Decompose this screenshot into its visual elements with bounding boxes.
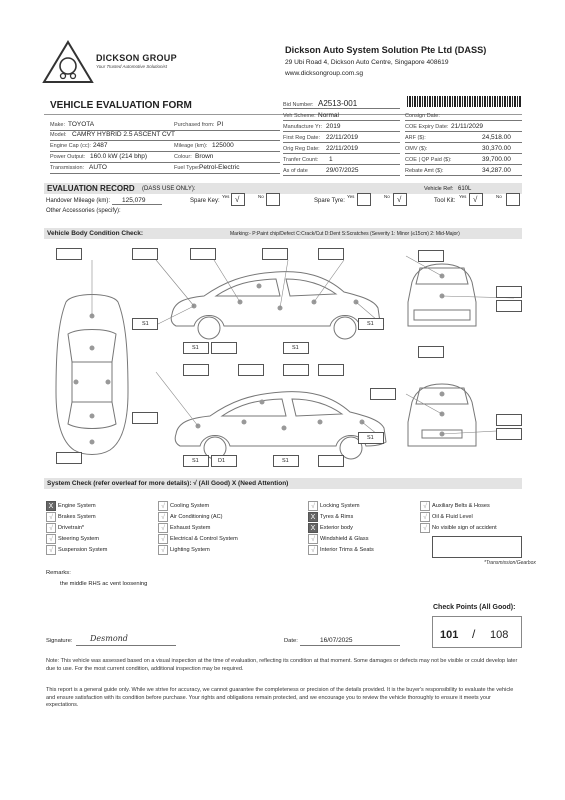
rebate-value: 34,287.00: [482, 167, 511, 174]
first-reg-date-label: First Reg Date:: [283, 135, 320, 141]
transfer-count-label: Tranfer Count:: [283, 157, 319, 163]
system-check-status[interactable]: √: [420, 512, 430, 522]
check-points-label: Check Points (All Good):: [433, 604, 516, 611]
colour-label: Colour:: [174, 154, 192, 160]
damage-mark: S1: [367, 435, 374, 441]
system-check-status[interactable]: X: [46, 501, 56, 511]
damage-box[interactable]: [496, 428, 522, 440]
damage-box[interactable]: [318, 364, 344, 376]
damage-box[interactable]: [211, 342, 237, 354]
system-check-status[interactable]: X: [308, 512, 318, 522]
tool-kit-yes-label: Yes: [459, 194, 467, 199]
system-check-status[interactable]: √: [46, 523, 56, 533]
spare-tyre-label: Spare Tyre:: [314, 198, 345, 204]
system-check-status[interactable]: √: [46, 545, 56, 555]
spare-tyre-no-tick: √: [397, 195, 402, 204]
brand-name: DICKSON GROUP: [96, 53, 177, 63]
purchased-from-value: PI: [217, 121, 224, 128]
mileage-value: 125000: [212, 142, 234, 149]
transmission-label: Transmission:: [50, 165, 85, 171]
veh-scheme-label: Veh Scheme:: [283, 113, 316, 119]
damage-box[interactable]: [56, 248, 82, 260]
damage-mark: S1: [292, 345, 299, 351]
model-label: Model:: [50, 132, 67, 138]
tool-kit-label: Tool Kit:: [434, 198, 456, 204]
bid-number: A2513-001: [318, 99, 358, 108]
company-name: Dickson Auto System Solution Pte Ltd (DASS): [285, 45, 487, 55]
manufacture-yr-label: Manufacture Yr:: [283, 124, 323, 130]
mileage-label: Mileage (km):: [174, 143, 208, 149]
accident-field-box: [432, 536, 522, 558]
vehicle-diagram: [44, 242, 522, 470]
damage-mark: S1: [367, 321, 374, 327]
damage-box[interactable]: [183, 364, 209, 376]
system-check-status[interactable]: √: [158, 501, 168, 511]
coe-qp-label: COE | QP Paid ($):: [405, 157, 452, 163]
as-of-date-value: 29/07/2025: [326, 167, 359, 174]
spare-key-no-label: No: [258, 194, 264, 199]
system-check-label: Lighting System: [170, 547, 210, 553]
damage-box[interactable]: [238, 364, 264, 376]
system-check-label: Drivetrain*: [58, 525, 85, 531]
veh-scheme-value: Normal: [318, 112, 339, 119]
engine-cap-value: 2487: [93, 142, 108, 149]
arf-value: 24,518.00: [482, 134, 511, 141]
check-points-good: 101: [440, 629, 459, 641]
system-check-status[interactable]: √: [308, 534, 318, 544]
note-1: Note: This vehicle was assessed based on a visual inspection at the time of evaluation, reflecting its condition at that moment. Some damages or defects may not be visible or could develop later due to use. For the most current condition, additional inspection may be required.: [46, 658, 518, 672]
evaluation-record-bar: [44, 183, 522, 194]
spare-key-no-box[interactable]: [266, 193, 280, 206]
spare-key-yes-label: Yes: [222, 194, 230, 199]
handover-mileage-label: Handover Mileage (km):: [46, 198, 111, 204]
signature-value: Desmond: [90, 634, 128, 643]
body-check-marking: Marking:- P:Paint chip/Defect C:Crack/Cut D:Dent S:Scratches (Severity 1: Minor (≤15cm) 2: Mid-Major): [230, 231, 460, 237]
brand-tagline: Your Trusted Automotive Solutionist: [96, 64, 168, 69]
power-output-value: 160.0 kW (214 bhp): [90, 153, 148, 160]
system-check-title: System Check (refer overleaf for more details): √ (All Good) X (Need Attention): [47, 480, 289, 487]
company-website: www.dicksongroup.com.sg: [285, 70, 364, 77]
body-check-bar: [44, 228, 522, 239]
system-check-label: Engine System: [58, 503, 96, 509]
damage-mark: D1: [218, 458, 226, 464]
model-value: CAMRY HYBRID 2.5 ASCENT CVT: [72, 131, 175, 138]
system-check-status[interactable]: √: [420, 501, 430, 511]
spare-tyre-yes-box[interactable]: [357, 193, 371, 206]
form-title: VEHICLE EVALUATION FORM: [50, 100, 192, 111]
system-check-status[interactable]: √: [158, 523, 168, 533]
tool-kit-no-box[interactable]: [506, 193, 520, 206]
signature-label: Signature:: [46, 638, 73, 644]
vehicle-ref-label: Vehicle Ref:: [424, 186, 454, 192]
system-check-label: Cooling System: [170, 503, 210, 509]
damage-box[interactable]: [190, 248, 216, 260]
system-check-status[interactable]: √: [308, 501, 318, 511]
system-check-label: Brakes System: [58, 514, 96, 520]
damage-box[interactable]: [318, 455, 344, 467]
damage-box[interactable]: [318, 248, 344, 260]
bid-number-label: Bid Number:: [283, 102, 314, 108]
other-accessories-label: Other Accessories (specify):: [46, 208, 121, 214]
damage-mark: S1: [192, 458, 199, 464]
tool-kit-no-label: No: [496, 194, 502, 199]
system-check-status[interactable]: √: [420, 523, 430, 533]
fuel-type-label: Fuel Type:: [174, 165, 200, 171]
damage-box[interactable]: [56, 452, 82, 464]
system-check-label: Tyres & Rims: [320, 514, 354, 520]
first-reg-date-value: 22/11/2019: [326, 134, 359, 141]
arf-label: ARF ($):: [405, 135, 426, 141]
system-check-label: No visible sign of accident: [432, 525, 497, 531]
system-check-label: Steering System: [58, 536, 100, 542]
make-value: TOYOTA: [68, 121, 95, 128]
check-points-total: 108: [490, 629, 509, 641]
damage-box[interactable]: [496, 300, 522, 312]
omv-label: OMV ($):: [405, 146, 428, 152]
damage-mark: S1: [192, 345, 199, 351]
rebate-label: Rebate Amt ($):: [405, 168, 444, 174]
vehicle-ref-value: 610L: [458, 185, 472, 192]
make-label: Make:: [50, 122, 65, 128]
manufacture-yr-value: 2019: [326, 123, 341, 130]
system-check-status[interactable]: √: [308, 545, 318, 555]
consign-date-label: Consign Date:: [405, 113, 440, 119]
system-check-bar: [44, 478, 522, 489]
remarks-text: the middle RHS ac vent loosening: [60, 581, 148, 587]
note-2: This report is a general guide only. While we strive for accuracy, we cannot guarantee the completeness or precision of the details provided. It is the buyer's responsibility to evaluate the vehicle and ensure satisfaction with its condition before purchase. Your rights and obligations remain protected, and we encourage you to review the vehicle thoroughly to ensure it meets your expectations.: [46, 687, 514, 708]
engine-cap-label: Engine Cap (cc):: [50, 143, 91, 149]
system-check-label: Windshield & Glass: [320, 536, 369, 542]
system-check-label: Air Conditioning (AC): [170, 514, 223, 520]
company-logo: [42, 40, 94, 84]
barcode: [407, 96, 522, 107]
evaluation-record-title: EVALUATION RECORD: [47, 184, 135, 193]
system-check-status[interactable]: √: [158, 512, 168, 522]
spare-tyre-no-label: No: [384, 194, 390, 199]
system-check-label: Interior Trims & Seats: [320, 547, 374, 553]
system-check-status[interactable]: √: [46, 512, 56, 522]
system-check-status[interactable]: X: [308, 523, 318, 533]
system-check-label: Auxiliary Belts & Hoses: [432, 503, 490, 509]
damage-mark: S1: [142, 321, 149, 327]
spare-tyre-yes-label: Yes: [347, 194, 355, 199]
system-check-status[interactable]: √: [158, 545, 168, 555]
damage-box[interactable]: [132, 248, 158, 260]
coe-expiry-value: 21/11/2029: [451, 123, 484, 130]
orig-reg-date-value: 22/11/2019: [326, 145, 359, 152]
power-output-label: Power Output:: [50, 154, 86, 160]
remarks-label: Remarks:: [46, 570, 71, 576]
damage-box[interactable]: [262, 248, 288, 260]
system-check-label: Suspension System: [58, 547, 108, 553]
body-check-title: Vehicle Body Condition Check:: [47, 230, 144, 237]
handover-mileage-value: 125,079: [122, 197, 146, 204]
as-of-date-label: As of date: [283, 168, 308, 174]
date-value: 16/07/2025: [320, 637, 353, 644]
colour-value: Brown: [195, 153, 214, 160]
system-check-status[interactable]: √: [46, 534, 56, 544]
system-check-label: Exhaust System: [170, 525, 211, 531]
system-check-label: Locking System: [320, 503, 360, 509]
check-points-separator: /: [472, 627, 476, 641]
tool-kit-yes-tick: √: [473, 195, 478, 204]
transmission-value: AUTO: [89, 164, 107, 171]
damage-box[interactable]: [132, 412, 158, 424]
damage-mark: S1: [282, 458, 289, 464]
damage-box[interactable]: [283, 364, 309, 376]
omv-value: 30,370.00: [482, 145, 511, 152]
damage-box[interactable]: [418, 346, 444, 358]
damage-box[interactable]: [496, 286, 522, 298]
system-check-status[interactable]: √: [158, 534, 168, 544]
system-check-label: Exterior body: [320, 525, 353, 531]
spare-key-yes-tick: √: [235, 195, 240, 204]
fuel-type-value: Petrol-Electric: [199, 164, 240, 171]
transfer-count-value: 1: [329, 156, 333, 163]
coe-expiry-label: COE Expiry Date:: [405, 124, 449, 130]
purchased-from-label: Purchased from:: [174, 122, 215, 128]
system-check-footnote: *Transmission/Gearbox: [484, 560, 536, 566]
orig-reg-date-label: Orig Reg Date:: [283, 146, 320, 152]
company-address: 29 Ubi Road 4, Dickson Auto Centre, Singapore 408619: [285, 59, 449, 66]
system-check-label: Electrical & Control System: [170, 536, 238, 542]
spare-key-label: Spare Key:: [190, 198, 220, 204]
date-label: Date:: [284, 638, 298, 644]
damage-box[interactable]: [496, 414, 522, 426]
evaluation-record-subtitle: (DASS USE ONLY):: [142, 185, 196, 192]
damage-box[interactable]: [418, 250, 444, 262]
system-check-label: Oil & Fluid Level: [432, 514, 473, 520]
coe-qp-value: 39,700.00: [482, 156, 511, 163]
damage-box[interactable]: [370, 388, 396, 400]
